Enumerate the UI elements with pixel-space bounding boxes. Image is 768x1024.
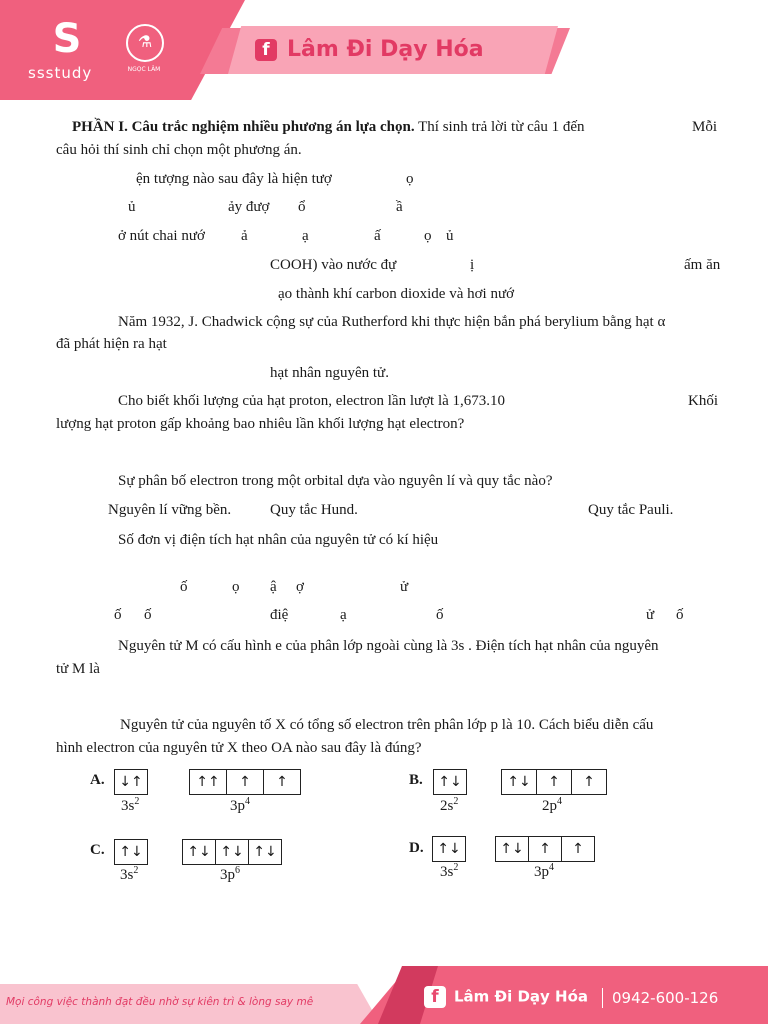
orbital-cell: ↑ — [583, 774, 595, 790]
sublevel-label: $3s^2$ — [120, 865, 139, 883]
q1-option-fragment: ủ — [446, 228, 454, 244]
sublevel-label: $3p^4$ — [230, 796, 250, 814]
q6-question-line2: tử M là — [56, 661, 100, 677]
orbital-cell: ↑ — [276, 774, 288, 790]
p-orbital-box — [189, 769, 301, 795]
sublevel-label: $3p^4$ — [534, 862, 554, 880]
q5-fragment: ử — [646, 607, 655, 623]
flask-logo-icon: ⚗ — [126, 24, 164, 62]
q4-question: Sự phân bố electron trong một orbital dựa vào nguyên lí và quy tắc nào? — [118, 473, 553, 489]
s-orbital-box — [433, 769, 467, 795]
q2-question-line1: Năm 1932, J. Chadwick cộng sự của Rutherford khi thực hiện bắn phá berylium bằng hạt α — [118, 314, 666, 330]
s-orbital-box — [432, 836, 466, 862]
q3-question-line1-end: Khối — [688, 393, 718, 409]
sublevel-label: $2p^4$ — [542, 796, 562, 814]
q5-fragment: ố — [180, 579, 188, 595]
ssstudy-logo-icon: S — [52, 16, 82, 62]
orbital-cell: ↑↑ — [190, 770, 227, 794]
q5-fragment: ố — [114, 607, 122, 623]
orbital-cell: ↑↓ — [183, 840, 216, 864]
orbital-cell: ↑↓ — [438, 774, 462, 790]
q1-option-fragment: ảy đượ — [228, 199, 270, 215]
orbital-cell: ↑ — [537, 770, 572, 794]
q1-option-fragment: ị — [470, 257, 475, 273]
q4-option-b: Quy tắc Hund. — [270, 502, 358, 518]
q6-question-line1: Nguyên tử M có cấu hình e của phân lớp ngoài cùng là 3s . Điện tích hạt nhân của nguyên — [118, 638, 659, 654]
q5-fragment: ậ — [270, 579, 277, 595]
option-label: D. — [409, 840, 424, 856]
q1-option-fragment: ở nút chai nướ — [118, 228, 205, 244]
orbital-cell: ↓↑ — [119, 774, 143, 790]
brand-title-text: Lâm Đi Dạy Hóa — [287, 37, 484, 62]
q1-option-fragment: ủ — [128, 199, 136, 215]
footer-divider — [602, 988, 603, 1008]
orbital-cell: ↑ — [572, 841, 584, 857]
p-orbital-box — [495, 836, 595, 862]
facebook-icon: f — [255, 39, 277, 61]
q5-fragment: ố — [436, 607, 444, 623]
option-label: C. — [90, 842, 105, 858]
orbital-cell: ↑ — [529, 837, 562, 861]
q3-question-line1: Cho biết khối lượng của hạt proton, electron lần lượt là 1,673.10 — [118, 393, 506, 409]
part-instructions-line2: câu hỏi thí sinh chỉ chọn một phương án. — [56, 142, 302, 158]
q1-option-fragment: ả — [241, 228, 248, 244]
orbital-cell: ↑↓ — [437, 841, 461, 857]
p-orbital-box — [501, 769, 607, 795]
q5-fragment: ọ — [232, 579, 240, 595]
orbital-cell: ↑↓ — [253, 844, 277, 860]
s-orbital-box — [114, 769, 148, 795]
q1-option-fragment: ổ — [298, 199, 306, 215]
q1-fragment: ện tượng nào sau đây là hiện tượ — [136, 171, 332, 187]
q5-fragment: ử — [400, 579, 409, 595]
q5-fragment: điệ — [270, 607, 289, 623]
orbital-cell: ↑↓ — [216, 840, 249, 864]
q1-option-fragment: ạ — [302, 228, 309, 244]
orbital-cell: ↑↓ — [119, 844, 143, 860]
q7-question-line1: Nguyên tử của nguyên tố X có tổng số electron trên phân lớp p là 10. Cách biểu diễn cấu — [120, 717, 654, 733]
q5-fragment: ố — [144, 607, 152, 623]
facebook-icon: f — [424, 986, 446, 1008]
part-title: PHẦN I. Câu trắc nghiệm nhiều phương án lựa chọn. — [72, 119, 415, 135]
q5-fragment: ố — [676, 607, 684, 623]
q5-fragment: ợ — [296, 579, 304, 595]
q4-option-a: Nguyên lí vững bền. — [108, 502, 232, 518]
s-orbital-box — [114, 839, 148, 865]
option-label: B. — [409, 772, 423, 788]
orbital-cell: ↑ — [227, 770, 264, 794]
q7-question-line2: hình electron của nguyên tử X theo OA nào sau đây là đúng? — [56, 740, 422, 756]
sublevel-label: $3s^2$ — [121, 796, 140, 814]
q5-question: Số đơn vị điện tích hạt nhân của nguyên tử có kí hiệu — [118, 532, 439, 548]
q1-option-fragment: ấm ăn — [684, 257, 721, 273]
q1-option-fragment: ấ — [374, 228, 381, 244]
q1-option-fragment: ầ — [396, 199, 403, 215]
header-brand-panel — [0, 0, 245, 100]
header-brand-title[interactable] — [255, 37, 484, 62]
q2-option: hạt nhân nguyên tử. — [270, 365, 389, 381]
q5-fragment: ạ — [340, 607, 347, 623]
footer-phone[interactable]: 0942-600-126 — [612, 989, 719, 1007]
sublevel-label: $3p^6$ — [220, 865, 240, 883]
footer-slogan: Mọi công việc thành đạt đều nhờ sự kiên trì & lòng say mê — [6, 996, 314, 1008]
q1-option-fragment: ạo thành khí carbon dioxide và hơi nướ — [278, 286, 515, 302]
q1-fragment: ọ — [406, 171, 414, 187]
orbital-cell: ↑↓ — [496, 837, 529, 861]
q2-question-line2: đã phát hiện ra hạt — [56, 336, 167, 352]
partner-logo-text: NGỌC LÂM — [127, 66, 161, 73]
q1-option-fragment: ọ — [424, 228, 432, 244]
q3-question-line2: lượng hạt proton gấp khoảng bao nhiêu lần khối lượng hạt electron? — [56, 416, 465, 432]
part-title-line — [72, 116, 585, 138]
part-instructions: Thí sinh trả lời từ câu 1 đến — [418, 119, 585, 135]
footer-brand-link[interactable] — [424, 986, 588, 1008]
q1-option-fragment: COOH) vào nước đự — [270, 257, 397, 273]
part-instructions-end: Mỗi — [692, 119, 718, 135]
sublevel-label: $2s^2$ — [440, 796, 459, 814]
q4-option-d: Quy tắc Pauli. — [588, 502, 674, 518]
ssstudy-logo-text: ssstudy — [28, 64, 93, 82]
sublevel-label: $3s^2$ — [440, 862, 459, 880]
footer-brand-text: Lâm Đi Dạy Hóa — [454, 987, 589, 1006]
orbital-cell: ↑↓ — [502, 770, 537, 794]
p-orbital-box — [182, 839, 282, 865]
option-label: A. — [90, 772, 105, 788]
